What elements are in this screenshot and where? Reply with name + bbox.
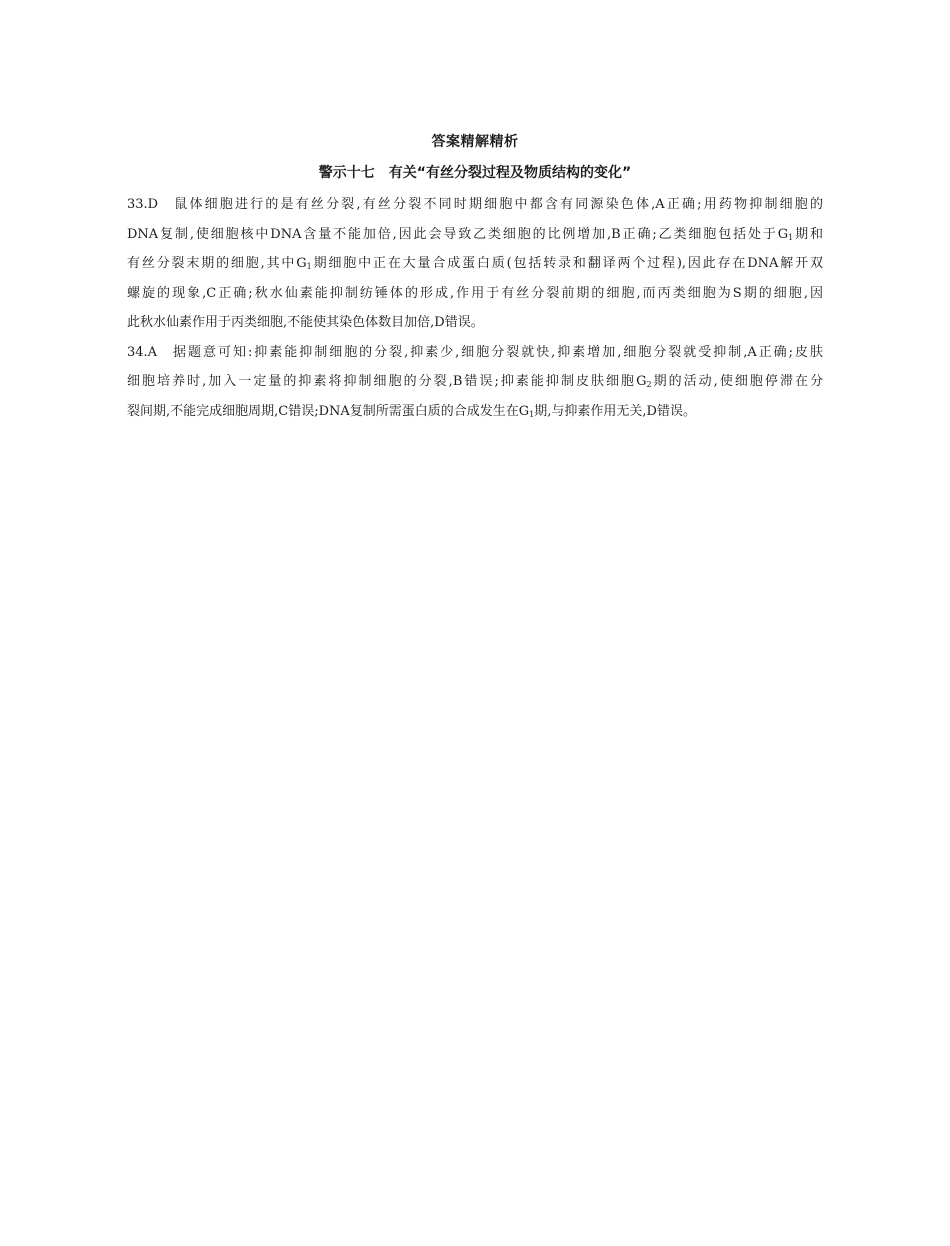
question-number: 34.A: [127, 344, 158, 360]
subscript: 1: [306, 262, 312, 271]
answer-text: 鼠体细胞进行的是有丝分裂,有丝分裂不同时期细胞中都含有同源染色体,A正确;用药物抑制细胞的: [172, 197, 823, 212]
answer-34: [127, 338, 823, 427]
answer-text: 期,与抑素作用无关,D错误。: [534, 403, 696, 419]
answer-text: 据题意可知:抑素能抑制细胞的分裂,抑素少,细胞分裂就快,抑素增加,细胞分裂就受抑制,A正确;皮肤: [171, 344, 823, 360]
section-heading: [0, 162, 950, 182]
answer-line: [127, 367, 823, 397]
subscript: 1: [529, 409, 535, 419]
answer-list: [127, 190, 823, 426]
answer-text: 螺旋的现象,C正确;秋水仙素能抑制纺锤体的形成,作用于有丝分裂前期的细胞,而丙类细胞为S期的细胞,因: [127, 285, 823, 301]
subscript: 1: [788, 232, 794, 242]
answer-line: [127, 220, 823, 250]
answer-line: [127, 338, 823, 368]
section-label: 警示十七: [318, 165, 375, 181]
answer-text: 细胞培养时,加入一定量的抑素将抑制细胞的分裂,B错误;抑素能抑制皮肤细胞G: [127, 374, 647, 389]
answer-line: [127, 279, 823, 309]
answer-text: 期的活动,使细胞停滞在分: [651, 374, 823, 389]
question-number: 33.D: [127, 197, 159, 212]
answer-33: [127, 190, 823, 338]
answer-text: 裂间期,不能完成细胞周期,C错误;DNA复制所需蛋白质的合成发生在G: [127, 403, 530, 419]
document-title: 答案精解精析: [431, 134, 519, 150]
answer-text: DNA复制,使细胞核中DNA含量不能加倍,因此会导致乙类细胞的比例增加,B正确;乙类细胞包括处于G: [127, 226, 789, 242]
answer-line: [127, 249, 823, 279]
section-heading-text: 有关“有丝分裂过程及物质结构的变化”: [388, 165, 632, 181]
answer-text: 此秋水仙素作用于丙类细胞,不能使其染色体数目加倍,D错误。: [127, 315, 484, 330]
answer-line: [127, 397, 823, 427]
answer-text: 期细胞中正在大量合成蛋白质(包括转录和翻译两个过程),因此存在DNA解开双: [311, 256, 823, 271]
subscript: 2: [646, 380, 652, 389]
answer-text: 有丝分裂末期的细胞,其中G: [127, 256, 307, 271]
answer-text: 期和: [793, 226, 823, 242]
answer-line: [127, 308, 823, 338]
answer-line: [127, 190, 823, 220]
